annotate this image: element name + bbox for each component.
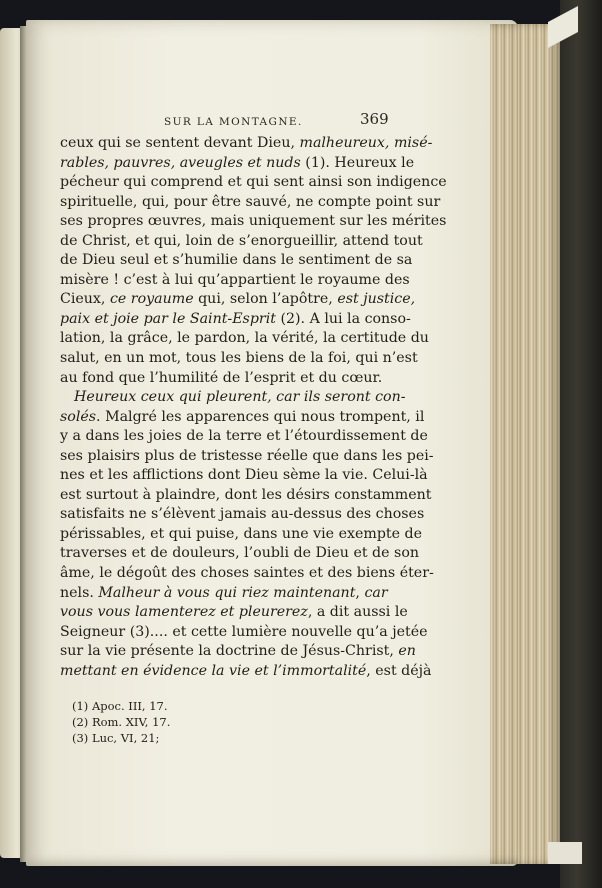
text-segment: . Malgré les apparences qui nous trompent, il: [96, 408, 425, 425]
text-segment: nels.: [60, 584, 99, 601]
text-line: [60, 173, 447, 193]
text-segment: (2). A lui la conso-: [275, 310, 411, 327]
text-segment: , a dit aussi le: [307, 604, 408, 621]
text-segment: de Christ, et qui, loin de s’enorgueillir, attend tout: [60, 232, 423, 249]
text-segment: salut, en un mot, tous les biens de la foi, qui n’est: [60, 350, 418, 367]
text-line: [60, 408, 425, 428]
text-segment: misère ! c’est à lui qu’appartient le royaume des: [60, 271, 410, 288]
italic-text: en: [398, 643, 416, 660]
text-segment: qui, selon l’apôtre,: [193, 291, 338, 308]
text-line: [60, 662, 432, 682]
text-segment: ,: [355, 584, 365, 601]
text-line: [60, 642, 416, 662]
text-segment: satisfaits ne s’élèvent jamais au-dessus des choses: [60, 506, 425, 523]
text-line: [60, 466, 428, 486]
italic-text: mettant en évidence la vie et l’immortalité: [60, 662, 367, 679]
text-line: [60, 349, 418, 369]
text-segment: (1). Heureux le: [300, 154, 415, 171]
text-line: [60, 388, 406, 408]
text-segment: est surtout à plaindre, dont les désirs constamment: [60, 486, 432, 503]
text-line: [60, 525, 422, 545]
text-segment: au fond que l’humilité de l’esprit et du cœur.: [60, 369, 383, 386]
text-line: [60, 544, 420, 564]
text-segment: traverses et de douleurs, l’oubli de Dieu et de son: [60, 545, 420, 562]
text-segment: nes et les afflictions dont Dieu sème la vie. Celui-là: [60, 467, 428, 484]
footnotes: [72, 698, 272, 746]
text-line: [60, 623, 428, 643]
text-line: [60, 447, 434, 467]
text-segment: ses propres œuvres, mais uniquement sur les mérites: [60, 213, 447, 230]
text-segment: périssables, et qui puise, dans une vie exempte de: [60, 525, 422, 542]
italic-text: Heureux ceux qui pleurent, car ils seront con-: [74, 389, 406, 406]
text-line: [60, 603, 408, 623]
body-text: [60, 134, 447, 681]
text-line: [60, 290, 416, 310]
italic-text: Malheur à vous qui riez maintenant: [98, 584, 356, 601]
text-segment: , est déjà: [366, 662, 432, 679]
text-line: [60, 505, 425, 525]
text-line: [60, 134, 433, 154]
page-corner-bottom: [548, 842, 582, 864]
italic-text: solés: [60, 408, 97, 425]
italic-text: paix et joie par le Saint-Esprit: [60, 310, 276, 327]
italic-text: ce royaume: [109, 291, 194, 308]
page-header: [160, 110, 390, 130]
running-head: SUR LA MONTAGNE.: [164, 116, 303, 128]
footnote: (1) Apoc. III, 17.: [72, 699, 168, 713]
page-block-edges: [490, 24, 560, 864]
text-line: [60, 369, 385, 389]
text-line: [60, 564, 434, 584]
text-line: [60, 251, 413, 271]
text-line: [60, 271, 410, 291]
text-segment: ceux qui se sentent devant Dieu,: [60, 135, 300, 151]
text-segment: âme, le dégoût des choses saintes et des biens éter-: [60, 565, 434, 582]
italic-text: malheureux, misé-: [299, 135, 433, 151]
text-line: [60, 486, 432, 506]
text-line: [60, 232, 423, 252]
italic-text: car: [364, 584, 388, 601]
italic-text: rables, pauvres, aveugles et nuds: [60, 154, 301, 171]
text-segment: pécheur qui comprend et qui sent ainsi son indigence: [60, 174, 447, 191]
text-segment: de Dieu seul et s’humilie dans le sentiment de sa: [60, 252, 413, 269]
text-segment: Cieux,: [60, 291, 110, 308]
text-segment: spirituelle, qui, pour être sauvé, ne compte point sur: [60, 193, 441, 210]
text-line: [60, 329, 429, 349]
text-segment: sur la vie présente la doctrine de Jésus-Christ,: [60, 643, 399, 660]
text-line: [60, 584, 388, 604]
text-segment: lation, la grâce, le pardon, la vérité, la certitude du: [60, 330, 429, 347]
page-number: 369: [360, 110, 389, 128]
text-line: [60, 212, 447, 232]
text-segment: y a dans les joies de la terre et l’étourdissement de: [60, 428, 428, 445]
text-segment: ses plaisirs plus de tristesse réelle que dans les pei-: [60, 447, 434, 464]
italic-text: vous vous lamenterez et pleurerez: [60, 604, 308, 621]
footnote: (2) Rom. XIV, 17.: [72, 715, 171, 729]
text-line: [60, 154, 415, 174]
text-line: [60, 427, 428, 447]
text-line: [60, 310, 411, 330]
text-line: [60, 193, 441, 213]
text-segment: Seigneur (3).... et cette lumière nouvelle qu’a jetée: [60, 623, 428, 640]
italic-text: est justice,: [337, 291, 416, 308]
footnote: (3) Luc, VI, 21;: [72, 731, 160, 745]
book-cover-edge: [560, 0, 602, 888]
